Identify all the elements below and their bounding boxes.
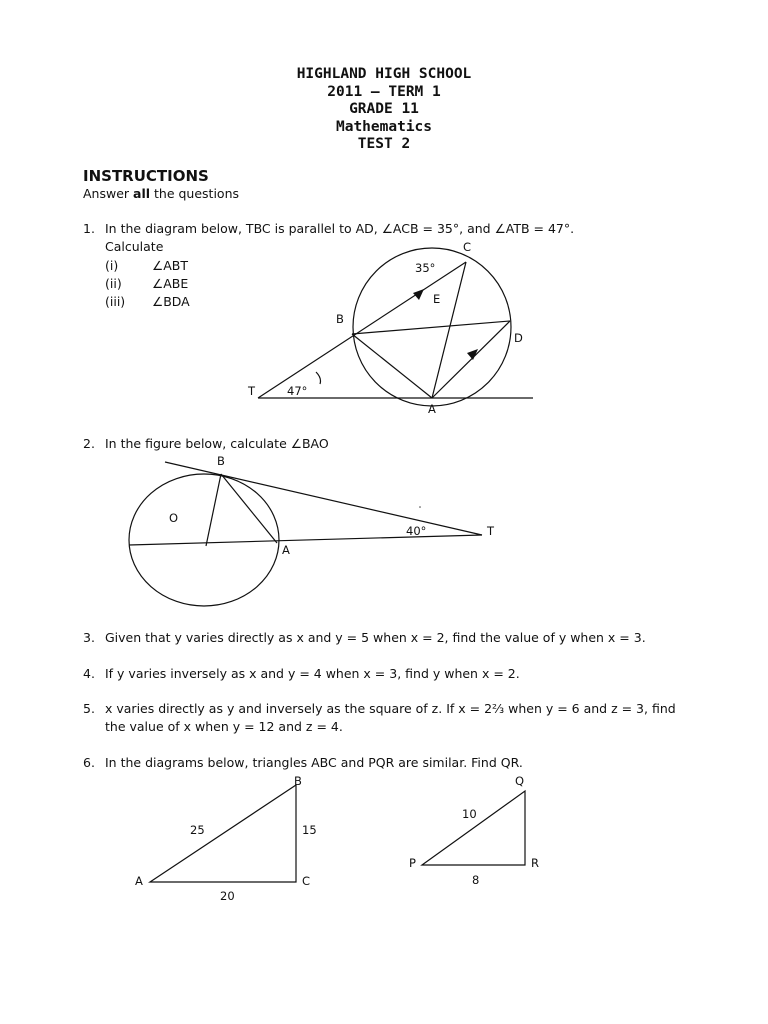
q6-label-b: B: [294, 774, 302, 788]
q2-radius-ob: [206, 474, 221, 546]
q6-label-20: 20: [220, 889, 235, 903]
q1-chord-bd: [352, 321, 510, 334]
q6-label-8: 8: [472, 873, 480, 887]
q1-number: 1.: [83, 221, 95, 236]
grade-line: GRADE 11: [349, 101, 419, 117]
q1-chord-ca: [432, 262, 466, 398]
q1-part-text-1: ∠ABT: [152, 258, 188, 273]
q6-label-25: 25: [190, 823, 205, 837]
q2-circle: [129, 474, 279, 606]
instructions-bold: all: [133, 186, 151, 201]
q6-label-15: 15: [302, 823, 317, 837]
q1-part-label-2: (ii): [105, 276, 122, 291]
q1-label-a: A: [428, 402, 436, 416]
q1-part-text-3: ∠BDA: [152, 294, 190, 309]
q2-text: In the figure below, calculate ∠BAO: [105, 436, 329, 451]
q1-label-c: C: [463, 240, 472, 254]
q5-number: 5.: [83, 701, 95, 716]
q1-label-35: 35°: [415, 261, 436, 275]
q3-number: 3.: [83, 630, 95, 645]
test-line: TEST 2: [357, 136, 411, 152]
q1-label-47: 47°: [287, 384, 308, 398]
q2-tangent-line: [165, 462, 482, 535]
instructions-post: the questions: [150, 186, 240, 201]
q1-label-e: E: [433, 292, 441, 306]
q2-label-b: B: [217, 454, 225, 468]
q6-triangle-abc: [150, 785, 296, 882]
q1-label-t: T: [248, 384, 256, 398]
q2-label-a: A: [282, 543, 290, 557]
q2-label-o: O: [169, 511, 179, 525]
q1-text: In the diagram below, TBC is parallel to AD, ∠ACB = 35°, and ∠ATB = 47°.: [105, 221, 575, 236]
q4-text: If y varies inversely as x and y = 4 when x = 3, find y when x = 2.: [105, 666, 520, 681]
q4-number: 4.: [83, 666, 95, 681]
q1-part-label-3: (iii): [105, 294, 126, 309]
q6-label-q: Q: [515, 774, 525, 788]
q1-label-b: B: [336, 312, 344, 326]
q1-arrow-bc-icon: [413, 289, 424, 300]
q6-number: 6.: [83, 755, 95, 770]
instructions-pre: Answer: [83, 186, 134, 201]
q1-calculate: Calculate: [105, 239, 164, 254]
q2-number: 2.: [83, 436, 95, 451]
q5-line-1: x varies directly as y and inversely as the square of z. If x = 2⅔ when y = 6 and z = 3, find: [105, 701, 676, 716]
q2-label-40: 40°: [406, 524, 427, 538]
q6-label-p: P: [409, 856, 416, 870]
q2-figure: [129, 462, 482, 606]
q6-label-c: C: [302, 874, 311, 888]
q3-text: Given that y varies directly as x and y = 5 when x = 2, find the value of y when x = 3.: [105, 630, 646, 645]
q6-label-r: R: [531, 856, 539, 870]
q1-part-label-1: (i): [105, 258, 119, 273]
q5-line-2: the value of x when y = 12 and z = 4.: [105, 719, 343, 734]
q6-label-10: 10: [462, 807, 477, 821]
q1-chord-ba: [352, 334, 432, 398]
q1-line-tbc: [258, 262, 466, 398]
term-line: 2011 – TERM 1: [327, 83, 441, 100]
q2-chord-ba: [221, 474, 277, 543]
q6-triangle-pqr: [422, 791, 525, 865]
school-name: HIGHLAND HIGH SCHOOL: [296, 66, 472, 82]
instructions-heading: INSTRUCTIONS: [83, 167, 209, 185]
q6-label-a: A: [135, 874, 143, 888]
q1-angle-arc: [316, 372, 321, 384]
q1-part-text-2: ∠ABE: [152, 276, 189, 291]
subject-line: Mathematics: [335, 118, 433, 135]
q2-secant-line: [129, 535, 482, 545]
q2-label-t: T: [487, 524, 495, 538]
q1-label-d: D: [514, 331, 523, 345]
q1-figure: [258, 248, 533, 406]
q6-text: In the diagrams below, triangles ABC and PQR are similar. Find QR.: [105, 755, 523, 770]
q2-speck: [419, 506, 421, 508]
q1-chord-ad: [432, 321, 510, 398]
